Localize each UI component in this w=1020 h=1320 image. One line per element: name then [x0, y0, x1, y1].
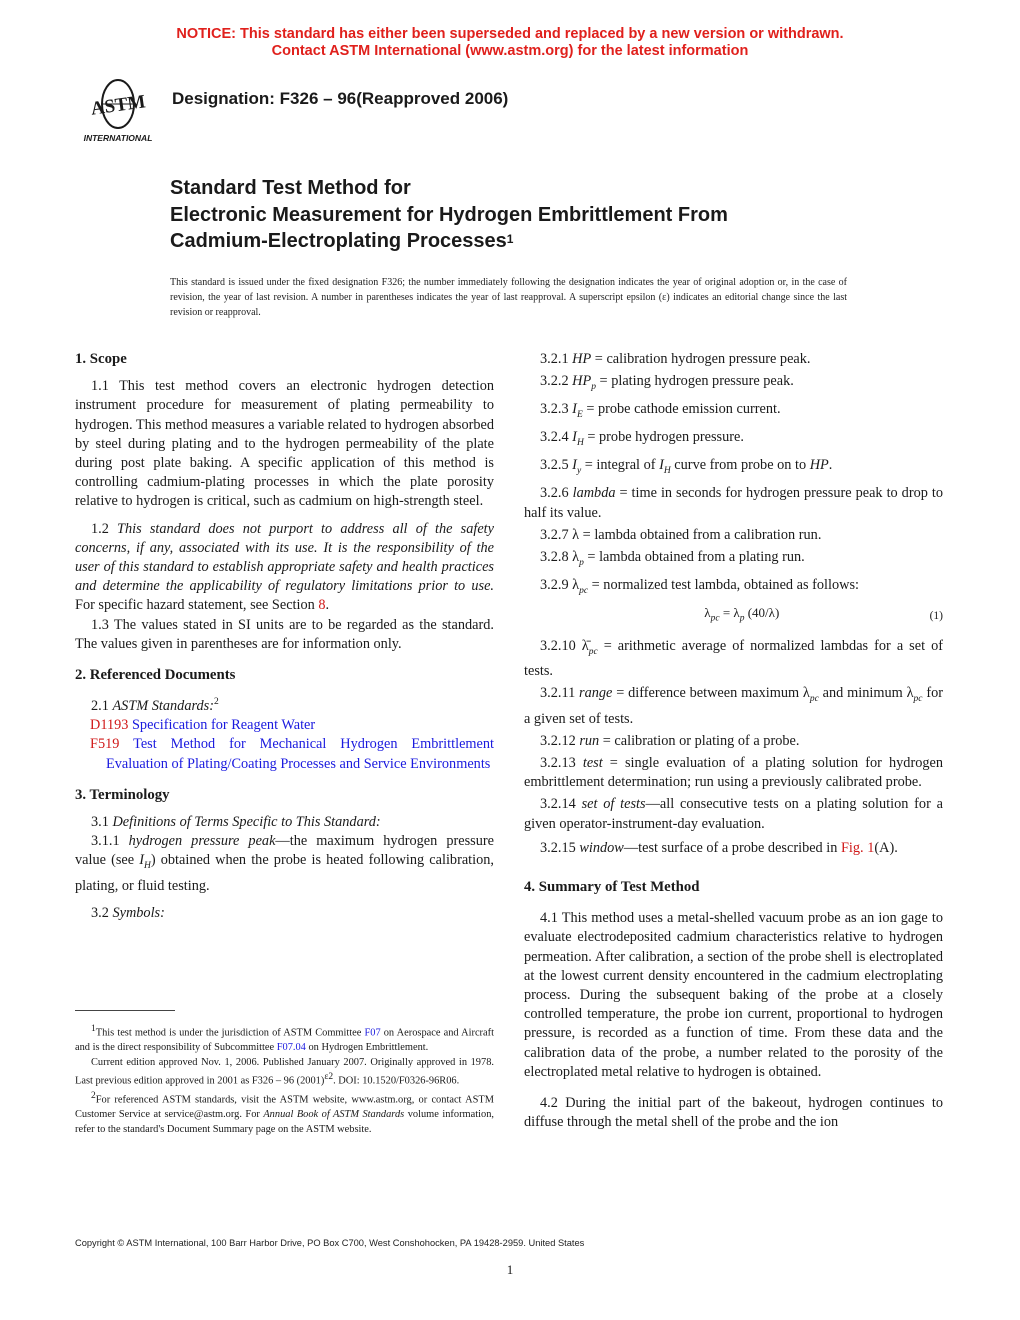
paragraph-1-3: 1.3 The values stated in SI units are to be regarded as the standard. The values given in parentheses are for information only. — [75, 616, 494, 652]
f07-link[interactable]: F07 — [364, 1027, 381, 1039]
paragraph-2-1: 2.1 ASTM Standards:$^2$ — [91, 697, 219, 715]
title-line-2: Electronic Measurement for Hydrogen Embrittlement From — [170, 203, 728, 226]
notice-line-2: Contact ASTM International (www.astm.org) for the latest information — [271, 43, 749, 59]
paragraph-1-2: 1.2 This standard does not purport to address all of the safety concerns, if any, associated with its use. It is the responsibility of the user of this standard to establish appropriate safety and health practices and determine the applicability of regulatory limitations prior to use. For specific hazard statement, see Section 8. — [75, 520, 494, 614]
copyright: Copyright © ASTM International, 100 Barr Harbor Drive, PO Box C700, West Conshohocken, PA 19428-2959. United States — [75, 1238, 585, 1248]
symbol-3-2-2: 3.2.2 $HP_p$ = plating hydrogen pressure peak. — [540, 373, 794, 393]
withdrawal-notice — [0, 26, 1020, 60]
section-heading-scope: 1. Scope — [75, 351, 127, 367]
section-heading-terminology: 3. Terminology — [75, 786, 170, 803]
symbol-3-2-7: 3.2.7 λ = lambda obtained from a calibration run. — [540, 526, 822, 543]
section-8-link[interactable]: 8 — [318, 597, 326, 614]
figure-1-link[interactable]: Fig. 1 — [840, 839, 875, 856]
footnote-2: $^2$For referenced ASTM standards, visit the ASTM website, www.astm.org, or contact ASTM Customer Service at service@astm.org. For Annual Book of ASTM Standards volume information, refer to the standard's Document Summary page on the ASTM website. — [75, 1090, 494, 1136]
designation: Designation: F326 – 96(Reapproved 2006) — [172, 89, 509, 108]
paragraph-3-2: 3.2 Symbols: — [91, 904, 165, 921]
issuance-note: This standard is issued under the fixed designation F326; the number immediately following the designation indicates the year of original adoption or, in the case of revision, the year of last revision. A number in parentheses indicates the year of last reapproval. A superscript epsilon (ε) indicates an editorial change since the last revision or reapproval. — [170, 277, 847, 318]
symbol-3-2-15: 3.2.15 window—test surface of a probe described in Fig. 1(A). — [540, 839, 898, 856]
symbol-3-2-8: 3.2.8 $\lambda_p$ = lambda obtained from a plating run. — [540, 549, 805, 568]
equation-number: (1) — [929, 609, 943, 622]
footnote-divider — [75, 1010, 175, 1011]
f07-04-link[interactable]: F07.04 — [276, 1042, 306, 1054]
title-footnote-mark: 1 — [506, 232, 514, 246]
symbol-3-2-6: 3.2.6 lambda = time in seconds for hydrogen pressure peak to drop to half its value. — [524, 485, 943, 521]
footnotes — [75, 1022, 494, 1137]
title-line-3: Cadmium-Electroplating Processes$^1$ — [170, 230, 514, 252]
symbol-3-2-12: 3.2.12 run = calibration or plating of a probe. — [540, 732, 800, 749]
symbol-3-2-3: 3.2.3 $I_E$ = probe cathode emission current. — [540, 401, 781, 421]
reference-d1193 — [75, 716, 494, 735]
symbol-3-2-14: 3.2.14 set of tests—all consecutive tests on a plating solution for a given operator-instrument-day evaluation. — [524, 796, 943, 832]
symbol-3-2-11: 3.2.11 range = difference between maximum $\lambda_{pc}$ and minimum $\lambda_{pc}$ for a given set of tests. — [524, 685, 943, 727]
section-heading-summary: 4. Summary of Test Method — [524, 878, 700, 895]
left-column — [75, 350, 494, 923]
paragraph-4-2: 4.2 During the initial part of the bakeout, hydrogen continues to diffuse through the metal shell of the probe and the ion — [524, 1094, 943, 1131]
notice-line-1: NOTICE: This standard has either been superseded and replaced by a new version or withdrawn. — [176, 26, 844, 42]
right-column — [524, 350, 943, 1132]
paragraph-3-1: 3.1 Definitions of Terms Specific to This Standard: — [91, 814, 381, 831]
svg-text:ASTM: ASTM — [89, 91, 147, 120]
f519-title-link[interactable]: Test Method for Mechanical Hydrogen Embrittlement Evaluation of Plating/Coating Processes and Service Environments — [106, 736, 494, 772]
page-number: 1 — [506, 1262, 514, 1277]
symbol-3-2-13: 3.2.13 test = single evaluation of a plating solution for hydrogen embrittlement determination; run using a previously calibrated probe. — [524, 754, 943, 791]
paragraph-4-1: 4.1 This method uses a metal-shelled vacuum probe as an ion gage to evaluate electrodeposited cadmium characteristics relative to hydrogen permeation. After calibration, a section of the probe shell is electroplated at the lowest current density encountered in the cadmium electroplating process. During the subsequent baking of the probe at a closely controlled temperature, the probe ion current, proportional to hydrogen pressure, is recorded as a function of time. From these data and the calibration data of the probe, a number related to the porosity of the electroplated metal relative to hydrogen is obtained. — [524, 910, 943, 1080]
document-title — [170, 175, 728, 255]
equation-formula: $\lambda_{pc} = \lambda_p$ (40/λ) — [704, 605, 780, 624]
section-heading-referenced-documents: 2. Referenced Documents — [75, 667, 236, 684]
symbol-3-2-10: 3.2.10 $\lambdā_{pc}$ = arithmetic average of normalized lambdas for a set of tests. — [524, 638, 943, 680]
f519-link[interactable]: F519 — [90, 736, 120, 753]
d1193-title-link[interactable]: Specification for Reagent Water — [128, 717, 316, 734]
footnote-1-edition: Current edition approved Nov. 1, 2006. Published January 2007. Originally approved in 1978. Last previous edition approved in 2001 as F326 – 96 $(2001)^{\varepsilon 2}$. DOI: 10.1520/F0326-96R06. — [75, 1057, 494, 1087]
symbol-3-2-9: 3.2.9 $\lambda_{pc}$ = normalized test lambda, obtained as follows: — [540, 577, 859, 596]
equation-1 — [524, 601, 943, 631]
paragraph-1-1: 1.1 This test method covers an electronic hydrogen detection instrument procedure for measurement of plating permeability to hydrogen. This method measures a variable related to hydrogen absorbed by steel during plating and to the hydrogen permeability of the plate during post plate baking. A specific application of this method is controlling cadmium-plating processes in which the plate porosity relative to hydrogen is critical, such as cadmium on high-strength steel. — [75, 378, 494, 510]
d1193-link[interactable]: D1193 — [90, 717, 129, 734]
symbol-3-2-4: 3.2.4 $I_H$ = probe hydrogen pressure. — [540, 429, 744, 449]
title-line-1: Standard Test Method for — [170, 177, 411, 199]
symbol-3-2-1: 3.2.1 HP = calibration hydrogen pressure peak. — [540, 351, 811, 367]
paragraph-3-1-1: 3.1.1 hydrogen pressure peak—the maximum hydrogen pressure value (see $I_H$) obtained when the probe is heated following calibration, plating, or fluid testing. — [75, 833, 495, 894]
symbol-3-2-5: 3.2.5 $I_y$ = integral of $I_H$ curve from probe on to HP. — [540, 457, 833, 477]
astm-logo-icon — [72, 74, 164, 144]
reference-f519 — [75, 735, 494, 773]
footnote-1: $^1$This test method is under the jurisdiction of ASTM Committee F07 on Aerospace and Aircraft and is the direct responsibility of Subcommittee F07.04 on Hydrogen Embrittlement. — [75, 1024, 494, 1054]
svg-text:INTERNATIONAL: INTERNATIONAL — [83, 133, 153, 143]
